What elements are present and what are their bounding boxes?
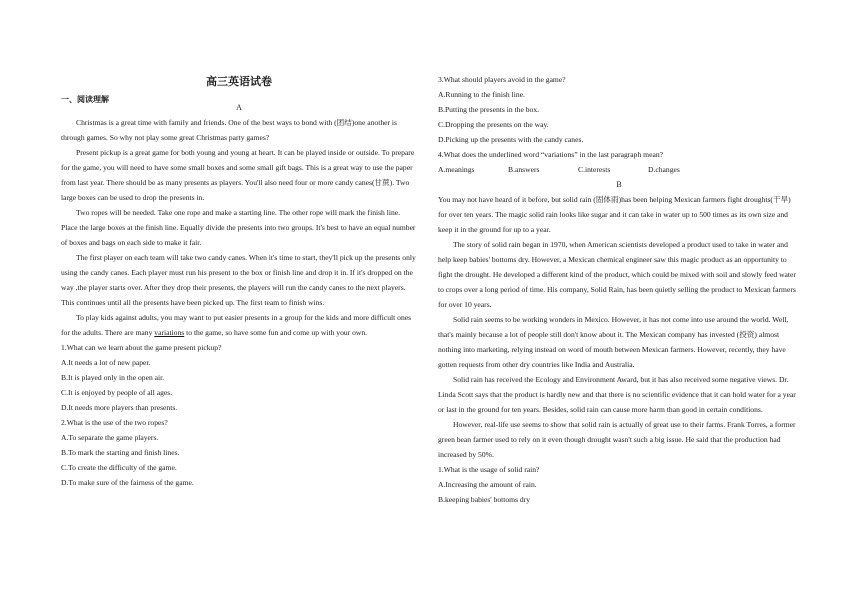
question-2-option-c: C.To create the difficulty of the game. [61,463,177,472]
passage-b-question-1-option-a: A.Increasing the amount of rain. [438,480,537,489]
passage-b-paragraph-3: Solid rain seems to be working wonders in Mexico. However, it has not come into use around the world. Well, that's mainly because a lot of people still don't know about it. The Mexican company has invested (投资) almost nothing into marketing, relying instead on word of mouth between Mexican farmers. However, recently, they have gotten requests from other dry countries like India and Australia. [438,315,789,369]
question-1: 1.What can we learn about the game present pickup? [61,343,222,352]
paragraph-5-text-before: To play kids against adults, you may want to put easier presents in a group for the kids and more difficult ones for the adults. There are many [61,313,412,337]
passage-b-paragraph-1: You may not have heard of it before, but solid rain (固体雨)has been helping Mexican farmers fight droughts(干旱) for over ten years. The magic solid rain looks like sugar and it can take in water up to 500 times as its own size and keep it in the ground for up to a year. [438,195,791,234]
passage-b-paragraph-5: However, real-life use seems to show that solid rain is actually of great use to their farms. Frank Torres, a former green bean farmer used to rely on it even though drought wasn't such a big issue. He said that the production had increased by 50%. [438,420,796,459]
page-title: 高三英语试卷 [206,75,272,88]
question-1-option-b: B.It is played only in the open air. [61,373,165,382]
question-2-option-a: A.To separate the game players. [61,433,159,442]
question-4-options [438,162,800,177]
section-heading: 一、阅读理解 [61,95,109,104]
question-2-option-d: D.To make sure of the fairness of the game. [61,478,194,487]
passage-a-paragraph-5 [61,310,417,340]
passage-a-paragraph-4: The first player on each team will take two candy canes. When it's time to start, they'll pick up the presents only using the candy canes. Each player must run his present to the box or finish line and drop it in. If it's dropped on the way ,the player starts over. After they drop their presents, the players will run the candy canes to the next players. This continues until all the presents have been picked up. The first team to finish wins. [61,253,416,307]
passage-b-letter: B [616,180,622,189]
question-4-option-c: C.interests [578,165,611,174]
question-2: 2.What is the use of the two ropes? [61,418,168,427]
passage-a-paragraph-3: Two ropes will be needed. Take one rope and make a starting line. The other rope will mark the finish line. Place the large boxes at the finish line. Equally divide the presents into two groups. It's best to have an equal number of boxes and bags on each side to make it fair. [61,208,416,247]
question-3-option-c: C.Dropping the presents on the way. [438,120,549,129]
question-3-option-b: B.Putting the presents in the box. [438,105,540,114]
question-1-option-d: D.It needs more players than presents. [61,403,178,412]
question-3-option-a: A.Running to the finish line. [438,90,525,99]
passage-a-paragraph-2: Present pickup is a great game for both young and young at heart. It can be played inside or outside. To prepare for the game, you will need to have some small boxes and some small gift bags. This is a great way to use the paper from last year. There should be as many presents as players. You'll also need four or more candy canes(甘蔗). Two large boxes can be used to drop the presents in. [61,148,415,202]
question-3: 3.What should players avoid in the game? [438,75,566,84]
question-4-option-a: A.meanings [438,165,475,174]
passage-b-paragraph-2: The story of solid rain began in 1970, when American scientists developed a product used to take in water and help keep babies' bottoms dry. However, a Mexican chemical engineer saw this magic product as an opportunity to fight the drought. He developed a different kind of the product, which could be mixed with soil and slowly feed water to crops over a long period of time. His company, Solid Rain, has been quietly selling the product to Mexican farmers for over 10 years. [438,240,796,309]
passage-b-question-1: 1.What is the usage of solid rain? [438,465,540,474]
passage-b-question-1-option-b: B.keeping babies' bottoms dry [438,495,531,504]
question-1-option-c: C.It is enjoyed by people of all ages. [61,388,173,397]
question-3-option-d: D.Picking up the presents with the candy canes. [438,135,584,144]
question-1-option-a: A.It needs a lot of new paper. [61,358,151,367]
underlined-word: variations [154,328,185,337]
passage-b-paragraph-4: Solid rain has received the Ecology and Environment Award, but it has also received some negative views. Dr. Linda Scott says that the product is hardly new and that there is no scientific evidence that it can hold water for a year or last in the ground for ten years. Besides, solid rain can cause more harm than good in certain conditions. [438,375,796,414]
question-2-option-b: B.To mark the starting and finish lines. [61,448,180,457]
question-4-option-b: B.answers [508,165,540,174]
question-4-option-d: D.changes [648,165,680,174]
passage-a-letter: A [236,103,242,112]
question-4: 4.What does the underlined word “variations” in the last paragraph mean? [438,150,663,159]
passage-a-paragraph-1: Christmas is a great time with family and friends. One of the best ways to bond with (团结)one another is through games. So why not play some great Christmas party games? [61,118,397,142]
paragraph-5-text-after: to the game, so have some fun and come up with your own. [184,328,368,337]
